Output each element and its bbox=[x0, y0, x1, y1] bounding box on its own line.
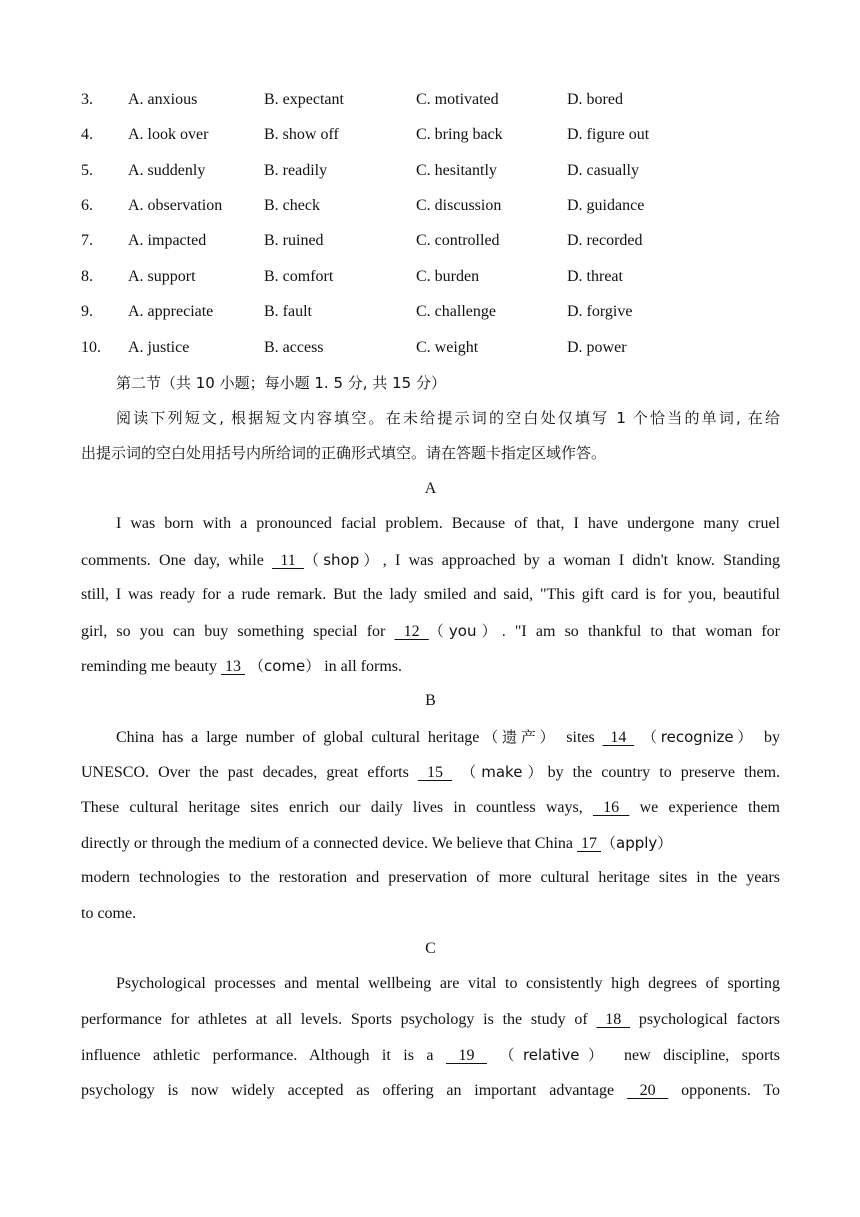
hint: （shop） bbox=[303, 551, 383, 569]
passage-label-c: C bbox=[425, 940, 436, 957]
question-number: 7. bbox=[81, 232, 93, 249]
option-c[interactable]: C. hesitantly bbox=[416, 162, 497, 179]
hint: （come） bbox=[248, 657, 321, 675]
option-d[interactable]: D. casually bbox=[567, 162, 639, 179]
passage-b-line-2 bbox=[81, 760, 780, 784]
option-b[interactable]: B. check bbox=[264, 197, 320, 214]
option-row bbox=[81, 123, 781, 147]
blank-16[interactable]: 16 bbox=[592, 799, 630, 816]
passage-label-b: B bbox=[425, 692, 436, 709]
option-row bbox=[81, 265, 781, 289]
section-heading: 第二节（共 10 小题；每小题 1. 5 分, 共 15 分） bbox=[116, 374, 446, 392]
passage-c-line-4 bbox=[81, 1079, 780, 1103]
option-c[interactable]: C. bring back bbox=[416, 126, 503, 143]
text: comments. One day, while bbox=[81, 552, 273, 569]
blank-11[interactable]: 11 bbox=[272, 552, 304, 569]
option-b[interactable]: B. readily bbox=[264, 162, 328, 179]
text: China has a large number of global cultural heritage bbox=[116, 729, 480, 746]
passage-a-line-3: still, I was ready for a rude remark. But the lady smiled and said, "This gift card is for you, beautiful bbox=[81, 586, 780, 603]
blank-14[interactable]: 14 bbox=[602, 729, 635, 746]
blank-19[interactable]: 19 bbox=[446, 1047, 487, 1064]
option-row bbox=[81, 88, 781, 112]
option-c[interactable]: C. challenge bbox=[416, 303, 496, 320]
question-number: 6. bbox=[81, 197, 93, 214]
option-row bbox=[81, 300, 781, 324]
passage-b-line-3 bbox=[81, 796, 780, 820]
text: in all forms. bbox=[320, 658, 402, 675]
instruction-line-1: 阅读下列短文, 根据短文内容填空。在未给提示词的空白处仅填写 1 个恰当的单词, 在给 bbox=[116, 409, 780, 427]
option-c[interactable]: C. burden bbox=[416, 268, 480, 285]
option-row bbox=[81, 194, 781, 218]
passage-a-line-1: I was born with a pronounced facial problem. Because of that, I have undergone many cruel bbox=[116, 515, 780, 532]
text: These cultural heritage sites enrich our daily lives in countless ways, bbox=[81, 799, 593, 816]
option-row bbox=[81, 336, 781, 360]
text: opponents. To bbox=[668, 1082, 781, 1099]
question-number: 4. bbox=[81, 126, 93, 143]
hint: （make） bbox=[461, 763, 548, 781]
option-a[interactable]: A. impacted bbox=[128, 232, 207, 249]
option-a[interactable]: A. support bbox=[128, 268, 196, 285]
passage-a-line-5 bbox=[81, 654, 780, 678]
blank-13[interactable]: 13 bbox=[220, 658, 245, 675]
option-d[interactable]: D. threat bbox=[567, 268, 623, 285]
option-d[interactable]: D. bored bbox=[567, 91, 623, 108]
option-a[interactable]: A. appreciate bbox=[128, 303, 214, 320]
option-a[interactable]: A. look over bbox=[128, 126, 209, 143]
text: by bbox=[756, 729, 781, 746]
question-number: 8. bbox=[81, 268, 93, 285]
blank-17[interactable]: 17 bbox=[577, 835, 602, 852]
text: reminding me beauty bbox=[81, 658, 221, 675]
option-c[interactable]: C. motivated bbox=[416, 91, 499, 108]
option-b[interactable]: B. show off bbox=[264, 126, 339, 143]
text: we experience them bbox=[629, 799, 780, 816]
option-d[interactable]: D. guidance bbox=[567, 197, 645, 214]
option-d[interactable]: D. forgive bbox=[567, 303, 633, 320]
passage-b-line-5: modern technologies to the restoration and preservation of more cultural heritage sites in the years bbox=[81, 869, 780, 886]
passage-b-line-6: to come. bbox=[81, 905, 137, 922]
passage-b-line-1 bbox=[116, 725, 780, 749]
hint: （relative） bbox=[499, 1046, 612, 1064]
question-number: 5. bbox=[81, 162, 93, 179]
option-a[interactable]: A. anxious bbox=[128, 91, 198, 108]
option-c[interactable]: C. controlled bbox=[416, 232, 500, 249]
option-a[interactable]: A. suddenly bbox=[128, 162, 206, 179]
text: influence athletic performance. Although it is a bbox=[81, 1047, 447, 1064]
option-row bbox=[81, 159, 781, 183]
hint: （recognize） bbox=[641, 728, 757, 746]
question-number: 3. bbox=[81, 91, 93, 108]
text: by the country to preserve them. bbox=[547, 764, 781, 781]
text: psychological factors bbox=[630, 1011, 781, 1028]
option-d[interactable]: D. recorded bbox=[567, 232, 643, 249]
text: psychology is now widely accepted as offering an important advantage bbox=[81, 1082, 627, 1099]
instruction-line-2: 出提示词的空白处用括号内所给词的正确形式填空。请在答题卡指定区域作答。 bbox=[81, 444, 607, 462]
hint: （遗产） bbox=[479, 728, 559, 746]
text: UNESCO. Over the past decades, great efforts bbox=[81, 764, 418, 781]
hint: （apply） bbox=[601, 834, 673, 852]
text: sites bbox=[558, 729, 603, 746]
option-b[interactable]: B. fault bbox=[264, 303, 312, 320]
blank-15[interactable]: 15 bbox=[417, 764, 453, 781]
text: girl, so you can buy something special for bbox=[81, 623, 395, 640]
option-b[interactable]: B. comfort bbox=[264, 268, 334, 285]
option-a[interactable]: A. justice bbox=[128, 339, 190, 356]
text: directly or through the medium of a connected device. We believe that China bbox=[81, 835, 578, 852]
option-row bbox=[81, 229, 781, 253]
question-number: 10. bbox=[81, 339, 101, 356]
passage-c-line-2 bbox=[81, 1008, 780, 1032]
passage-c-line-1: Psychological processes and mental wellbeing are vital to consistently high degrees of sporting bbox=[116, 975, 780, 992]
text: , I was approached by a woman I didn't know. Standing bbox=[382, 552, 781, 569]
passage-label-a: A bbox=[424, 480, 437, 497]
passage-b-line-4 bbox=[81, 831, 780, 855]
option-c[interactable]: C. discussion bbox=[416, 197, 502, 214]
option-d[interactable]: D. power bbox=[567, 339, 627, 356]
option-b[interactable]: B. ruined bbox=[264, 232, 324, 249]
blank-12[interactable]: 12 bbox=[394, 623, 429, 640]
passage-c-line-3 bbox=[81, 1043, 780, 1067]
option-a[interactable]: A. observation bbox=[128, 197, 223, 214]
hint: （you） bbox=[428, 622, 502, 640]
text: new discipline, sports bbox=[611, 1047, 781, 1064]
text: . "I am so thankful to that woman for bbox=[501, 623, 781, 640]
blank-18[interactable]: 18 bbox=[596, 1011, 631, 1028]
option-d[interactable]: D. figure out bbox=[567, 126, 650, 143]
option-c[interactable]: C. weight bbox=[416, 339, 479, 356]
question-number: 9. bbox=[81, 303, 93, 320]
passage-a-line-4 bbox=[81, 619, 780, 643]
option-b[interactable]: B. access bbox=[264, 339, 324, 356]
passage-a-line-2 bbox=[81, 548, 780, 572]
text: performance for athletes at all levels. Sports psychology is the study of bbox=[81, 1011, 597, 1028]
option-b[interactable]: B. expectant bbox=[264, 91, 344, 108]
blank-20[interactable]: 20 bbox=[626, 1082, 669, 1099]
